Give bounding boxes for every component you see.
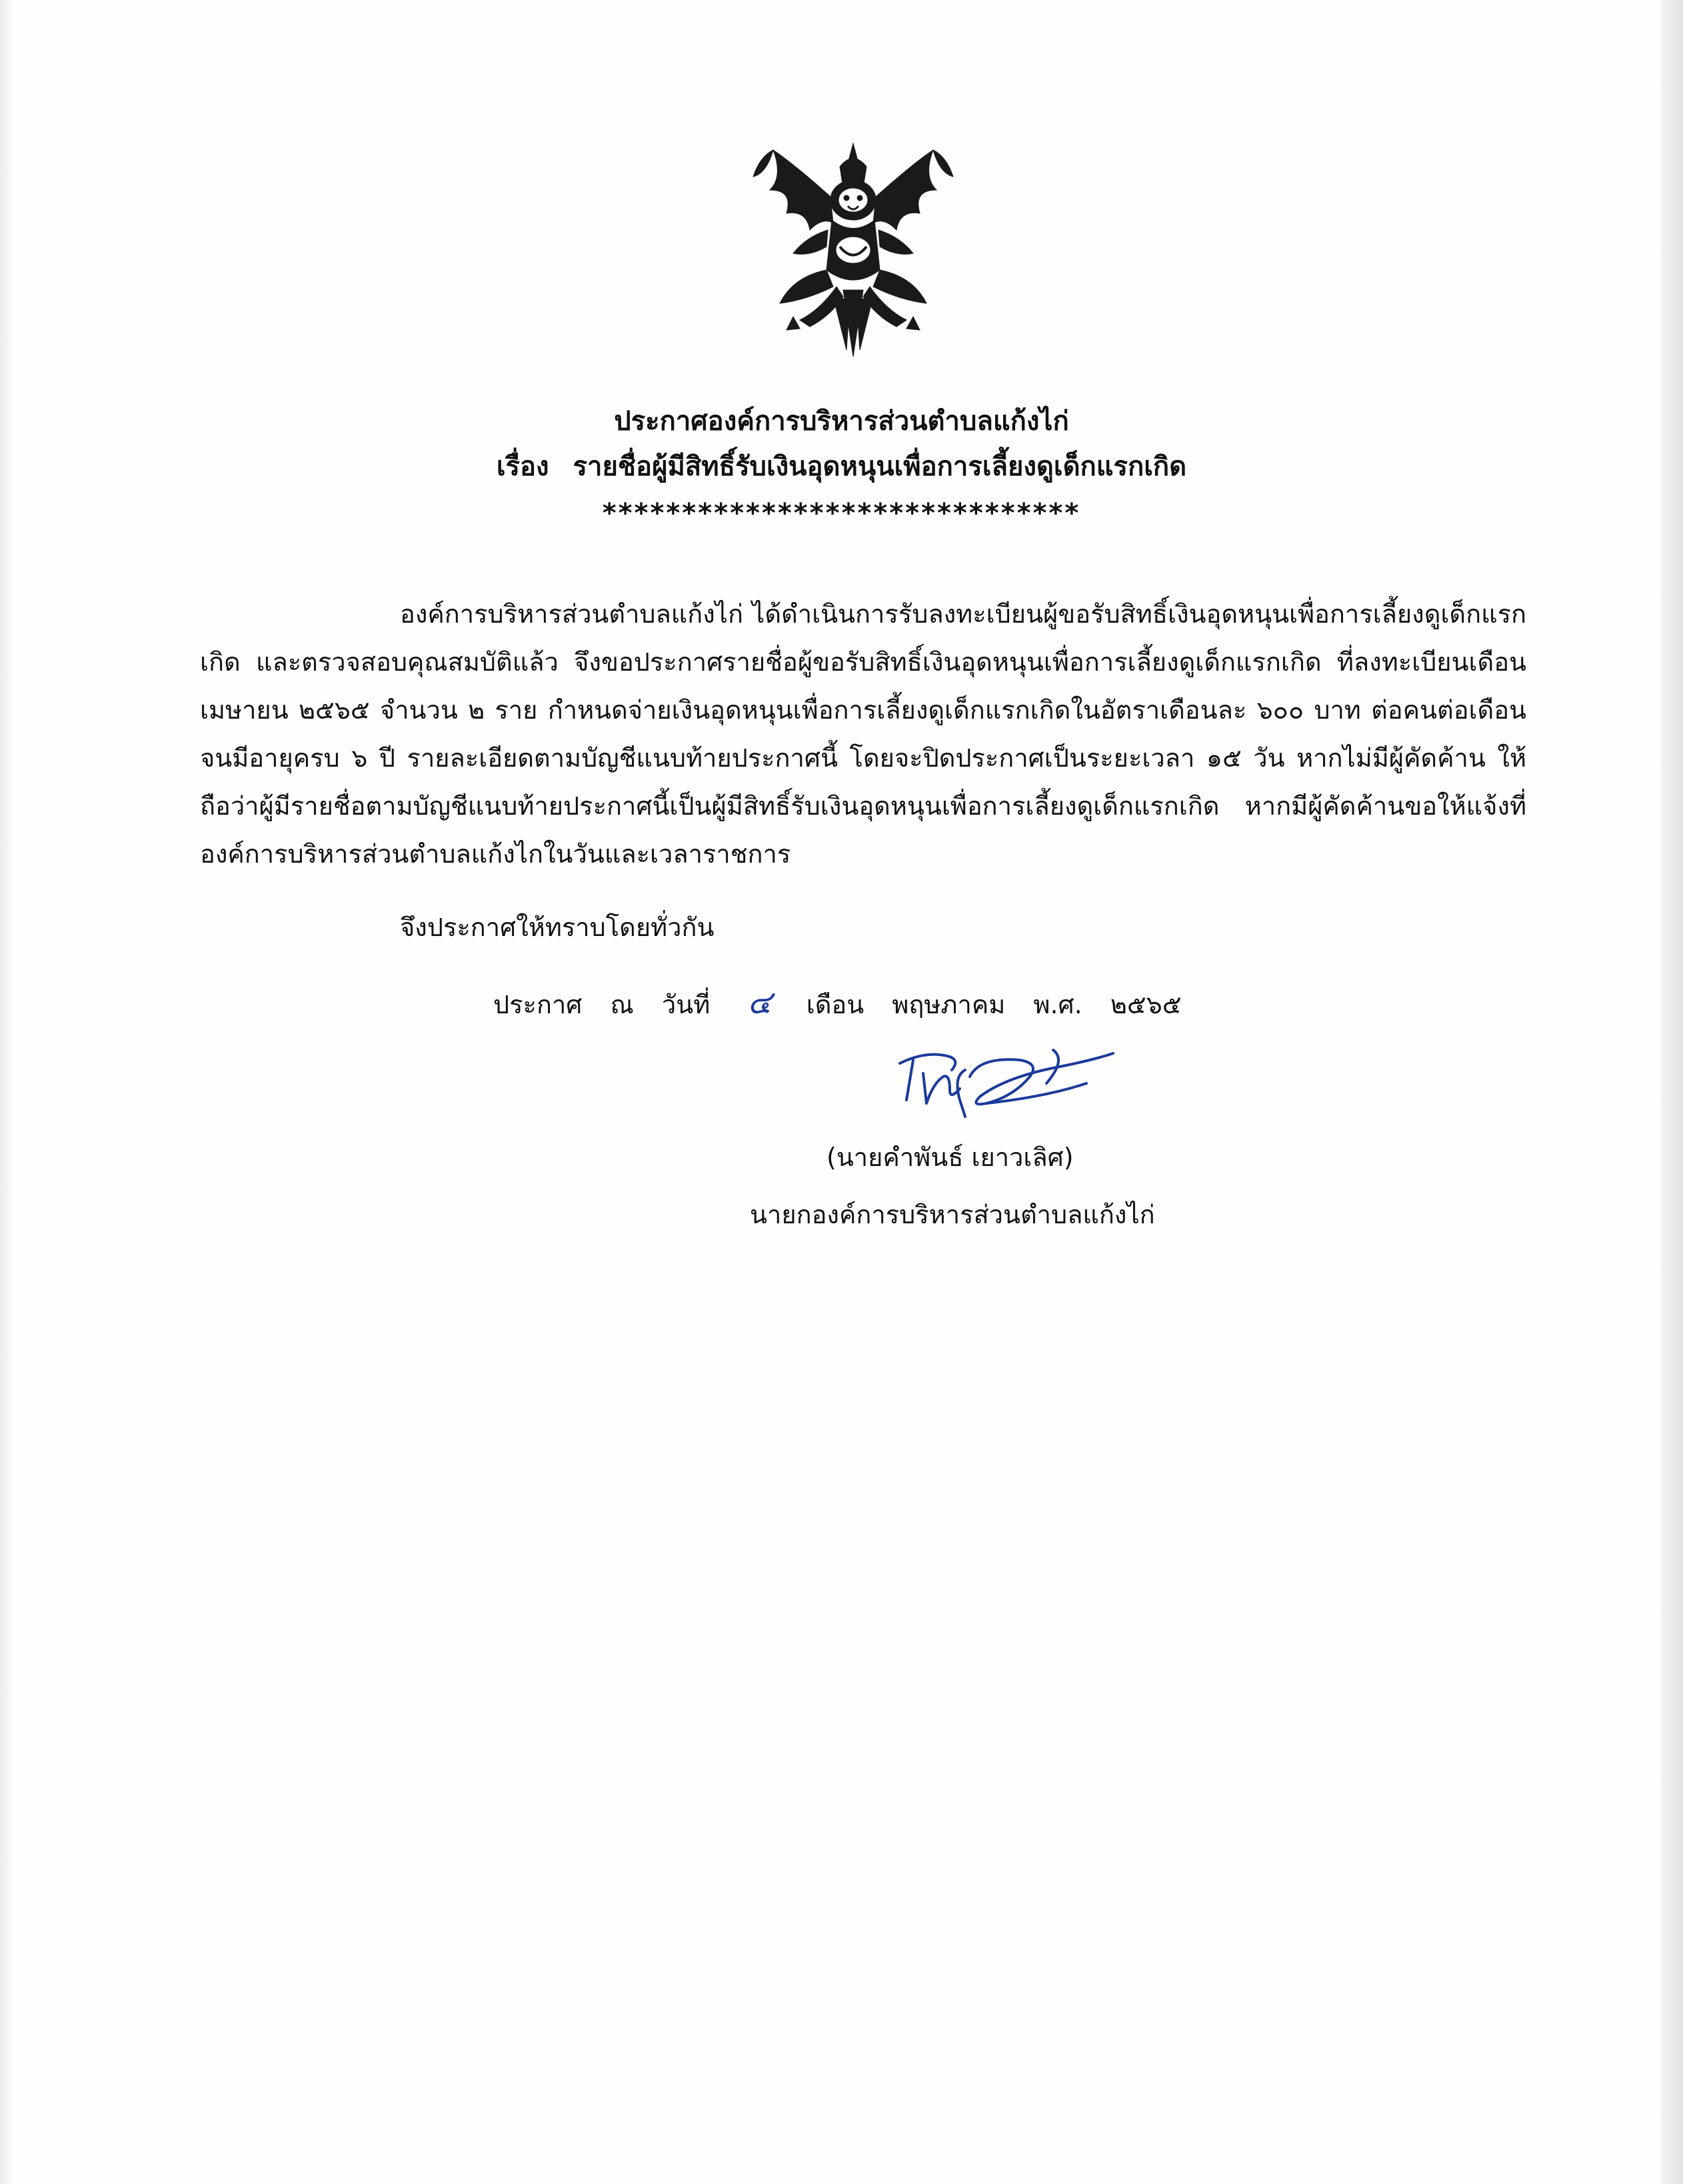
signer-name: (นายคำพันธ์ เยาวเลิศ)	[827, 1143, 1074, 1172]
date-day-label: วันที่	[661, 990, 711, 1019]
subject-text: รายชื่อผู้มีสิทธิ์รับเงินอุดหนุนเพื่อการเลี้ยงดูเด็กแรกเกิด	[573, 451, 1187, 482]
signer-position: นายกองค์การบริหารส่วนตำบลแก้งไก่	[750, 1200, 1155, 1229]
scan-edge-right	[1660, 0, 1683, 2184]
subject-label: เรื่อง	[496, 451, 549, 482]
date-month-label: เดือน	[806, 990, 864, 1019]
date-day-handwritten: ๔	[747, 984, 772, 1021]
body-paragraph: องค์การบริหารส่วนตำบลแก้งไก่ ได้ดำเนินการรับลงทะเบียนผู้ขอรับสิทธิ์เงินอุดหนุนเพื่อการเลี้ยงดูเด็กแรกเกิด และตรวจสอบคุณสมบัติแล้ว จึงขอประกาศรายชื่อผู้ขอรับสิทธิ์เงินอุดหนุนเพื่อการเลี้ยงดูเด็กแรกเกิด ที่ลงทะเบียนเดือน เมษายน ๒๕๖๕ จำนวน ๒ ราย กำหนดจ่ายเงินอุดหนุนเพื่อการเลี้ยงดูเด็กแรกเกิดในอัตราเดือนละ ๖๐๐ บาท ต่อคนต่อเดือนจนมีอายุครบ ๖ ปี รายละเอียดตามบัญชีแนบท้ายประกาศนี้ โดยจะปิดประกาศเป็นระยะเวลา ๑๕ วัน หากไม่มีผู้คัดค้าน ให้ถือว่าผู้มีรายชื่อตามบัญชีแนบท้ายประกาศนี้เป็นผู้มีสิทธิ์รับเงินอุดหนุนเพื่อการเลี้ยงดูเด็กแรกเกิด หากมีผู้คัดค้านขอให้แจ้งที่องค์การบริหารส่วนตำบลแก้งไกในวันและเวลาราชการ	[200, 599, 1526, 869]
date-at: ณ	[610, 990, 634, 1019]
date-prefix: ประกาศ	[493, 990, 583, 1019]
document-subject	[173, 445, 1510, 488]
date-year-label: พ.ศ.	[1033, 990, 1082, 1019]
scan-edge-left	[0, 0, 12, 2184]
date-month: พฤษภาคม	[892, 990, 1006, 1019]
garuda-emblem-icon	[747, 137, 960, 370]
signature-icon	[886, 1037, 1126, 1123]
document-title: ประกาศองค์การบริหารส่วนตำบลแก้งไก่	[614, 406, 1069, 437]
closing-line: จึงประกาศให้ทราบโดยทั่วกัน	[400, 913, 715, 942]
date-year: ๒๕๖๕	[1110, 990, 1182, 1019]
separator-stars: ******************************	[602, 498, 1081, 529]
announcement-date	[493, 979, 1202, 1029]
